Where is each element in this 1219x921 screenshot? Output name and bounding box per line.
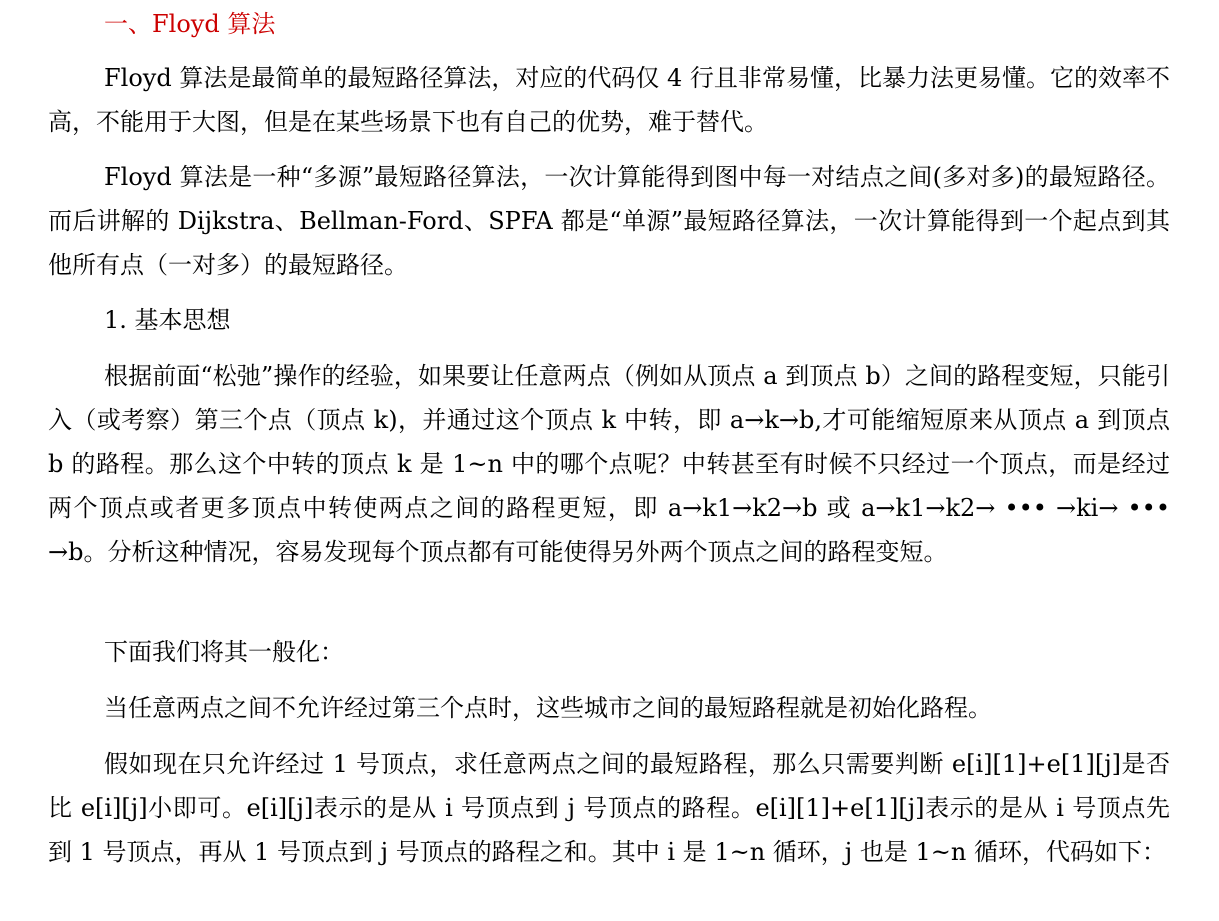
section-heading: 一、Floyd 算法	[104, 10, 276, 38]
paragraph-initial-distance: 当任意两点之间不允许经过第三个点时，这些城市之间的最短路程就是初始化路程。	[104, 694, 992, 722]
paragraph-multi-source: Floyd 算法是一种“多源”最短路径算法，一次计算能得到图中每一对结点之间(多对多)的最短路径。而后讲解的 Dijkstra、Bellman-Ford、SPFA 都是“单源”最短路径算法，一次计算能得到一个起点到其他所有点（一对多）的最短路径。	[48, 163, 1170, 279]
paragraph-via-vertex-1: 假如现在只允许经过 1 号顶点，求任意两点之间的最短路程，那么只需要判断 e[i][1]+e[1][j]是否比 e[i][j]小即可。e[i][j]表示的是从 i 号顶点到 j 号顶点的路程。e[i][1]+e[1][j]表示的是从 i 号顶点先到 1 号顶点，再从 1 号顶点到 j 号顶点的路程之和。其中 i 是 1~n 循环，j 也是 1~n 循环，代码如下：	[48, 750, 1170, 866]
paragraph-generalize: 下面我们将其一般化：	[104, 638, 344, 666]
paragraph-intro: Floyd 算法是最简单的最短路径算法，对应的代码仅 4 行且非常易懂，比暴力法更易懂。它的效率不高，不能用于大图，但是在某些场景下也有自己的优势，难于替代。	[48, 64, 1170, 136]
subheading-basic-idea: 1. 基本思想	[104, 306, 231, 334]
paragraph-relaxation: 根据前面“松弛”操作的经验，如果要让任意两点（例如从顶点 a 到顶点 b）之间的路程变短，只能引入（或考察）第三个点（顶点 k)，并通过这个顶点 k 中转，即 a→k→b,才可能缩短原来从顶点 a 到顶点 b 的路程。那么这个中转的顶点 k 是 1~n 中的哪个点呢？中转甚至有时候不只经过一个顶点，而是经过两个顶点或者更多顶点中转使两点之间的路程更短，即 a→k1→k2→b 或 a→k1→k2→ ••• →ki→ ••• →b。分析这种情况，容易发现每个顶点都有可能使得另外两个顶点之间的路程变短。	[48, 362, 1170, 566]
